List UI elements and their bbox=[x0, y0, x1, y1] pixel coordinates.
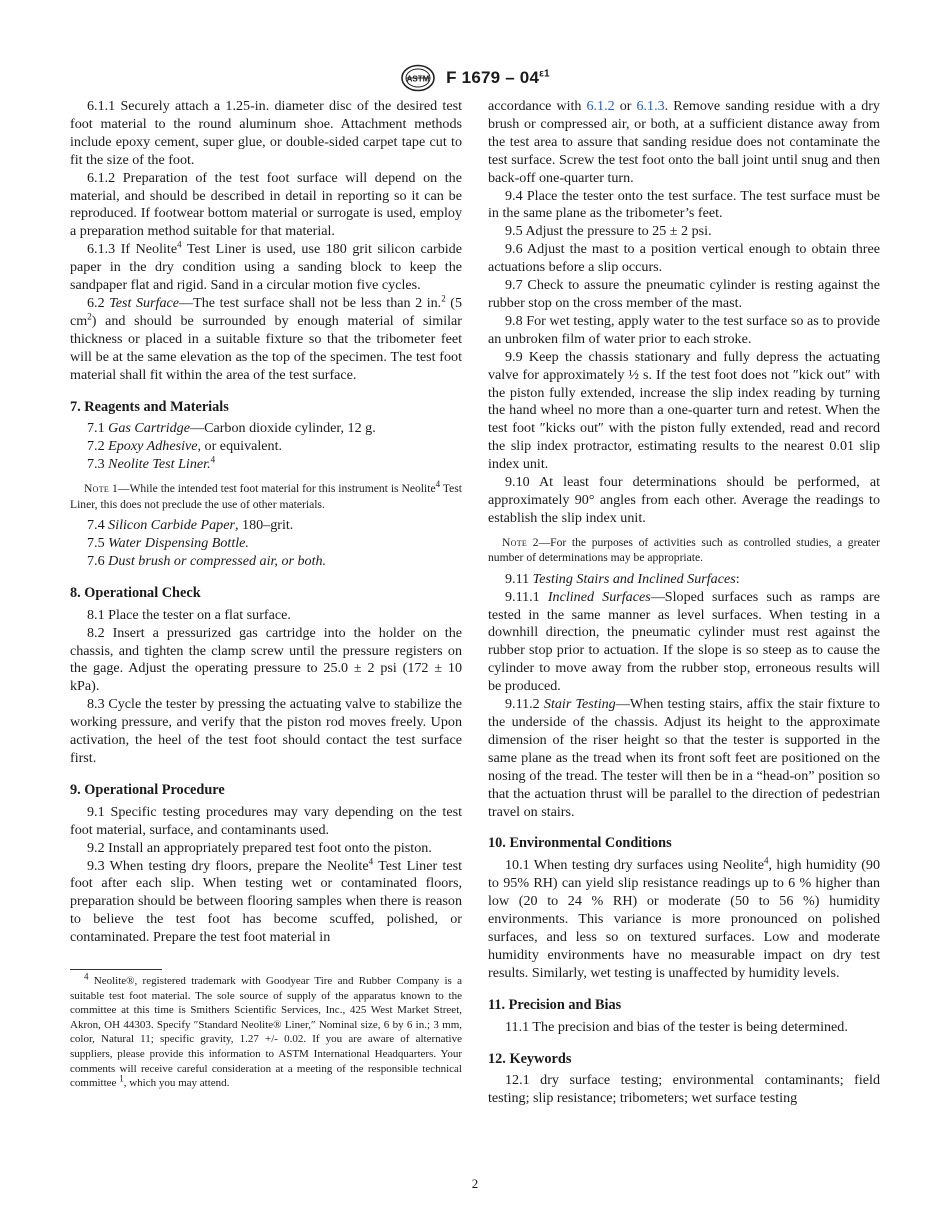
astm-logo-text: ASTM bbox=[406, 74, 430, 84]
section-heading-8: 8. Operational Check bbox=[70, 584, 201, 601]
document-designation: F $1679 - 04^{\varepsilon 1}$ bbox=[446, 68, 550, 87]
para-7-4: 7.4 Silicon Carbide Paper, 180–grit. bbox=[87, 517, 294, 534]
para-9-9: 9.9 Keep the chassis stationary and fully depress the actuating valve for approximately ½ s. If the test foot does not ″kick out″ with the piston fully extended, increase the slip index reading by turning the hand wheel no more than a one-quarter turn and retest. When the test foot ″kicks out″ with the piston fully extended, read and record the slip index protractor, estimating results to the nearest 0.01 slip index unit. bbox=[488, 348, 880, 473]
note-2: Note 2—For the purposes of activities such as controlled studies, a greater number of determinations may be appropriate. bbox=[488, 535, 880, 565]
footnote-divider bbox=[70, 969, 162, 970]
section-heading-7: 7. Reagents and Materials bbox=[70, 398, 229, 415]
para-9-5: 9.5 Adjust the pressure to 25 ± 2 psi. bbox=[505, 223, 712, 240]
para-9-1: 9.1 Specific testing procedures may vary depending on the test foot material, surface, and contaminants used. bbox=[70, 803, 462, 838]
right-column bbox=[488, 98, 880, 1108]
para-9-10: 9.10 At least four determinations should be performed, at approximately 90° angles from each other. Average the readings to establish the slip index unit. bbox=[488, 474, 880, 526]
para-8-3: 8.3 Cycle the tester by pressing the actuating valve to stabilize the working pressure, and verify that the piston rod moves freely. Upon activation, the heel of the test foot should contact the test surface first. bbox=[70, 696, 462, 766]
footnote-4: $^4$ Neolite®, registered trademark with Goodyear Tire and Rubber Company is a suitable test foot material. The sole source of supply of the apparatus known to the committee at this time is Smithers Scientific Services, Inc., 425 West Market Street, Akron, OH 44303. Specify ″Standard Neolite® Liner,″ Nominal size, 6 by 6 in.; 3 mm, color, Natural 11; specific gravity, 1.27 +/- 0.02. If you are aware of alternative suppliers, please provide this information to ASTM International Headquarters. Your comments will receive careful consideration at a meeting of the responsible technical committee $^1$, which you may attend. bbox=[70, 971, 462, 1090]
para-6-1-3: 6.1.3 If Neolite$^4$ Test Liner is used, use 180 grit silicon carbide paper in the dry condition using a sanding block to keep the sandpaper flat and rigid. Sand in a circular motion five cycles. bbox=[70, 239, 462, 294]
para-7-1: 7.1 Gas Cartridge—Carbon dioxide cylinder, 12 g. bbox=[87, 420, 376, 437]
para-8-1: 8.1 Place the tester on a flat surface. bbox=[87, 606, 291, 623]
section-heading-11: 11. Precision and Bias bbox=[488, 996, 622, 1013]
page-number: 2 bbox=[471, 1176, 479, 1191]
para-9-11-2: 9.11.2 Stair Testing—When testing stairs, affix the stair fixture to the underside of the chassis. Adjust its height to the approximate dimension of the riser height so that the tester is supported in the same plane as the tread when its front soft feet are positioned on the nosing of the tread. The tester will then be in a “head-on” position so that the actuation thrust will be parallel to the direction of pedestrian travel on stairs. bbox=[488, 696, 880, 820]
para-6-1-2: 6.1.2 Preparation of the test foot surface will depend on the material, and should be described in detail in reporting so it can be reproduced. If footwear bottom material or surrogate is used, employ a preparation method suitable for that material. bbox=[70, 169, 462, 240]
para-8-2: 8.2 Insert a pressurized gas cartridge into the holder on the chassis, and tighten the clamp screw until the pressure registers on the gage. Adjust the operating pressure to 25.0 ± 2 psi (172 ± 10 kPa). bbox=[70, 624, 462, 695]
para-9-3: 9.3 When testing dry floors, prepare the Neolite$^4$ Test Liner test foot after each slip. When testing wet or contaminated floors, preparation should be between flooring samples when there is reason to believe the test foot has become scuffed, polished, or contaminated. Prepare the test foot material in bbox=[70, 855, 462, 946]
para-9-8: 9.8 For wet testing, apply water to the test surface so as to provide an unbroken film of water prior to each stroke. bbox=[488, 312, 880, 347]
para-10-1: 10.1 When testing dry surfaces using Neolite$^4$, high humidity (90 to 95% RH) can yield slip resistance readings up to 6 % higher than low (20 to 24 % RH) or moderate (50 to 56 %) humidity environments. This variance is more pronounced on polished surfaces, and less so on textured surfaces. Low and moderate humidity environments have no measurable impact on dry test results. Similarly, wet testing is unaffected by humidity levels. bbox=[488, 855, 880, 981]
section-heading-9: 9. Operational Procedure bbox=[70, 781, 225, 798]
note-1: Note 1—While the intended test foot material for this instrument is Neolite$^4$ Test Liner, this does not preclude the use of other materials. bbox=[70, 479, 462, 511]
left-column bbox=[70, 98, 462, 1091]
section-heading-12: 12. Keywords bbox=[488, 1050, 572, 1067]
section-heading-10: 10. Environmental Conditions bbox=[488, 835, 672, 852]
para-9-4: 9.4 Place the tester onto the test surface. The test surface must be in the same plane as the tribometer’s feet. bbox=[488, 187, 880, 222]
para-11-1: 11.1 The precision and bias of the tester is being determined. bbox=[505, 1018, 848, 1035]
para-7-5: 7.5 Water Dispensing Bottle. bbox=[87, 535, 249, 552]
page-header bbox=[0, 64, 950, 92]
para-9-7: 9.7 Check to assure the pneumatic cylinder is resting against the rubber stop on the cross member of the mast. bbox=[488, 277, 880, 311]
para-7-6: 7.6 Dust brush or compressed air, or both. bbox=[87, 552, 327, 569]
para-9-6: 9.6 Adjust the mast to a position vertical enough to obtain three actuations before a slip occurs. bbox=[488, 241, 880, 276]
para-9-3-continued: accordance with 6.1.2 or 6.1.3. Remove sanding residue with a dry brush or compressed air, or both, at a sufficient distance away from the test area to assure that sanding residue does not contaminate the test surface. Screw the test foot onto the ball joint until snug and then back-off one-quarter turn. bbox=[488, 98, 880, 186]
link-section-6-1-3[interactable]: 6.1.3 bbox=[636, 98, 665, 114]
para-9-11: 9.11 Testing Stairs and Inclined Surfaces: bbox=[505, 570, 740, 587]
para-9-2: 9.2 Install an appropriately prepared test foot onto the piston. bbox=[87, 839, 432, 856]
astm-logo bbox=[400, 64, 436, 92]
para-6-2: 6.2 Test Surface—The test surface shall not be less than 2 in.$^2$ (5 $cm^2$) and should be surrounded by enough material of similar thickness or placed in a suitable fixture so that the tribometer feet will be at the same elevation as the top of the specimen. The test foot material shall fit within the area of the test surface. bbox=[70, 293, 463, 383]
para-6-1-1: 6.1.1 Securely attach a 1.25-in. diameter disc of the desired test foot material to the round aluminum shoe. Attachment methods include epoxy cement, super glue, or double-sided carpet tape cut to fit the size of the foot. bbox=[70, 98, 462, 168]
link-section-6-1-2[interactable]: 6.1.2 bbox=[586, 98, 615, 114]
para-7-2: 7.2 Epoxy Adhesive, or equivalent. bbox=[87, 438, 283, 455]
para-12-1: 12.1 dry surface testing; environmental contaminants; field testing; slip resistance; tribometers; wet surface testing bbox=[488, 1072, 880, 1107]
para-7-3: 7.3 Neolite Test Liner.$^4$ bbox=[87, 454, 216, 473]
para-9-11-1: 9.11.1 Inclined Surfaces—Sloped surfaces such as ramps are tested in the same manner as level surfaces. When testing in a downhill direction, the pneumatic cylinder must rest against the rubber stop prior to actuation. If the slope is so steep as to cause the cylinder to move away from the rubber stop, erroneous results will be produced. bbox=[488, 588, 880, 695]
